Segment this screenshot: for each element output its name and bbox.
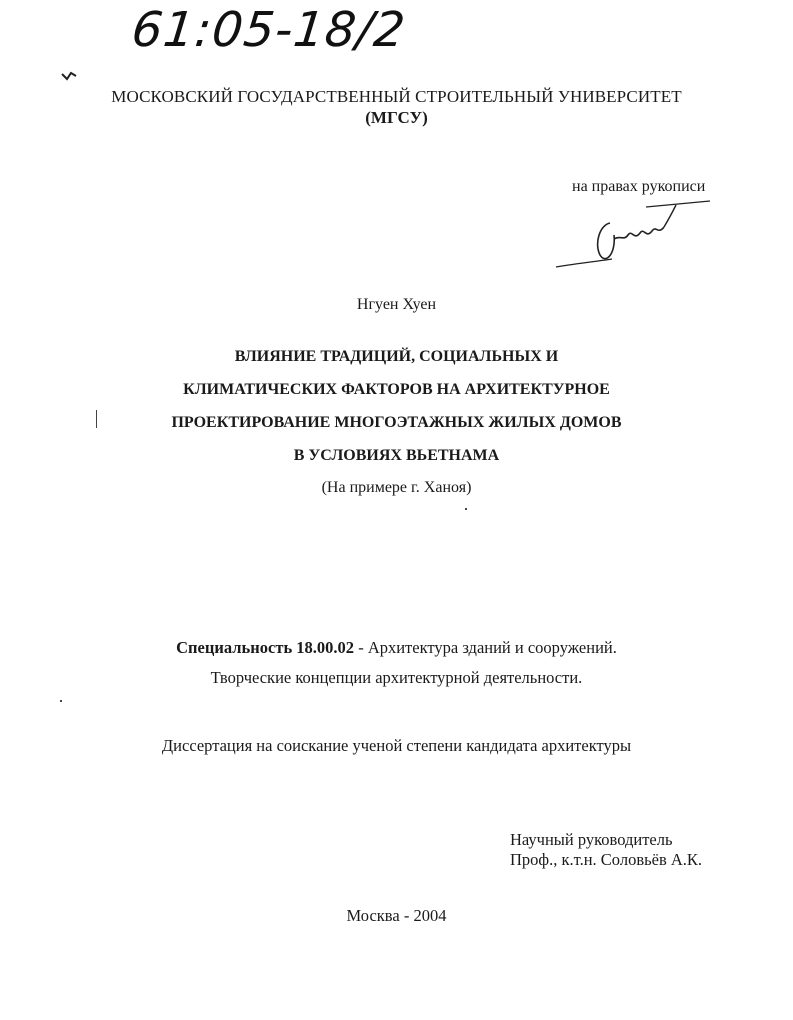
title-line-2: КЛИМАТИЧЕСКИХ ФАКТОРОВ НА АРХИТЕКТУРНОЕ	[183, 381, 610, 398]
scan-artifact	[60, 700, 62, 702]
university-abbreviation: (МГСУ)	[365, 108, 428, 127]
title-line-1: ВЛИЯНИЕ ТРАДИЦИЙ, СОЦИАЛЬНЫХ И	[234, 348, 559, 365]
signature-icon	[550, 195, 730, 275]
place-year: Москва - 2004	[346, 906, 447, 925]
dissertation-statement: Диссертация на соискание ученой степени кандидата архитектуры	[161, 736, 632, 755]
specialty-line	[0, 638, 793, 658]
supervisor-role: Научный руководитель	[510, 830, 673, 849]
supervisor-block	[510, 830, 702, 870]
archive-stamp-number: 61:05-18/2	[129, 2, 409, 58]
scan-artifact	[465, 508, 467, 510]
specialty-text: Архитектура зданий и сооружений.	[367, 638, 617, 657]
title-subtitle: (На примере г. Ханоя)	[321, 479, 472, 496]
scan-artifact	[96, 410, 97, 428]
specialty-code: Специальность 18.00.02	[176, 638, 355, 657]
title-line-4: В УСЛОВИЯХ ВЬЕТНАМА	[293, 447, 500, 464]
supervisor-name: Проф., к.т.н. Соловьёв А.К.	[510, 850, 703, 869]
rights-note: на правах рукописи	[572, 178, 706, 195]
university-name: МОСКОВСКИЙ ГОСУДАРСТВЕННЫЙ СТРОИТЕЛЬНЫЙ УНИВЕРСИТЕТ	[111, 87, 682, 106]
title-line-3: ПРОЕКТИРОВАНИЕ МНОГОЭТАЖНЫХ ЖИЛЫХ ДОМОВ	[171, 414, 622, 431]
specialty-line-2: Творческие концепции архитектурной деятельности.	[210, 668, 583, 687]
specialty-separator: -	[354, 638, 368, 657]
scan-mark-icon	[60, 70, 80, 82]
author-name: Нгуен Хуен	[356, 296, 437, 313]
